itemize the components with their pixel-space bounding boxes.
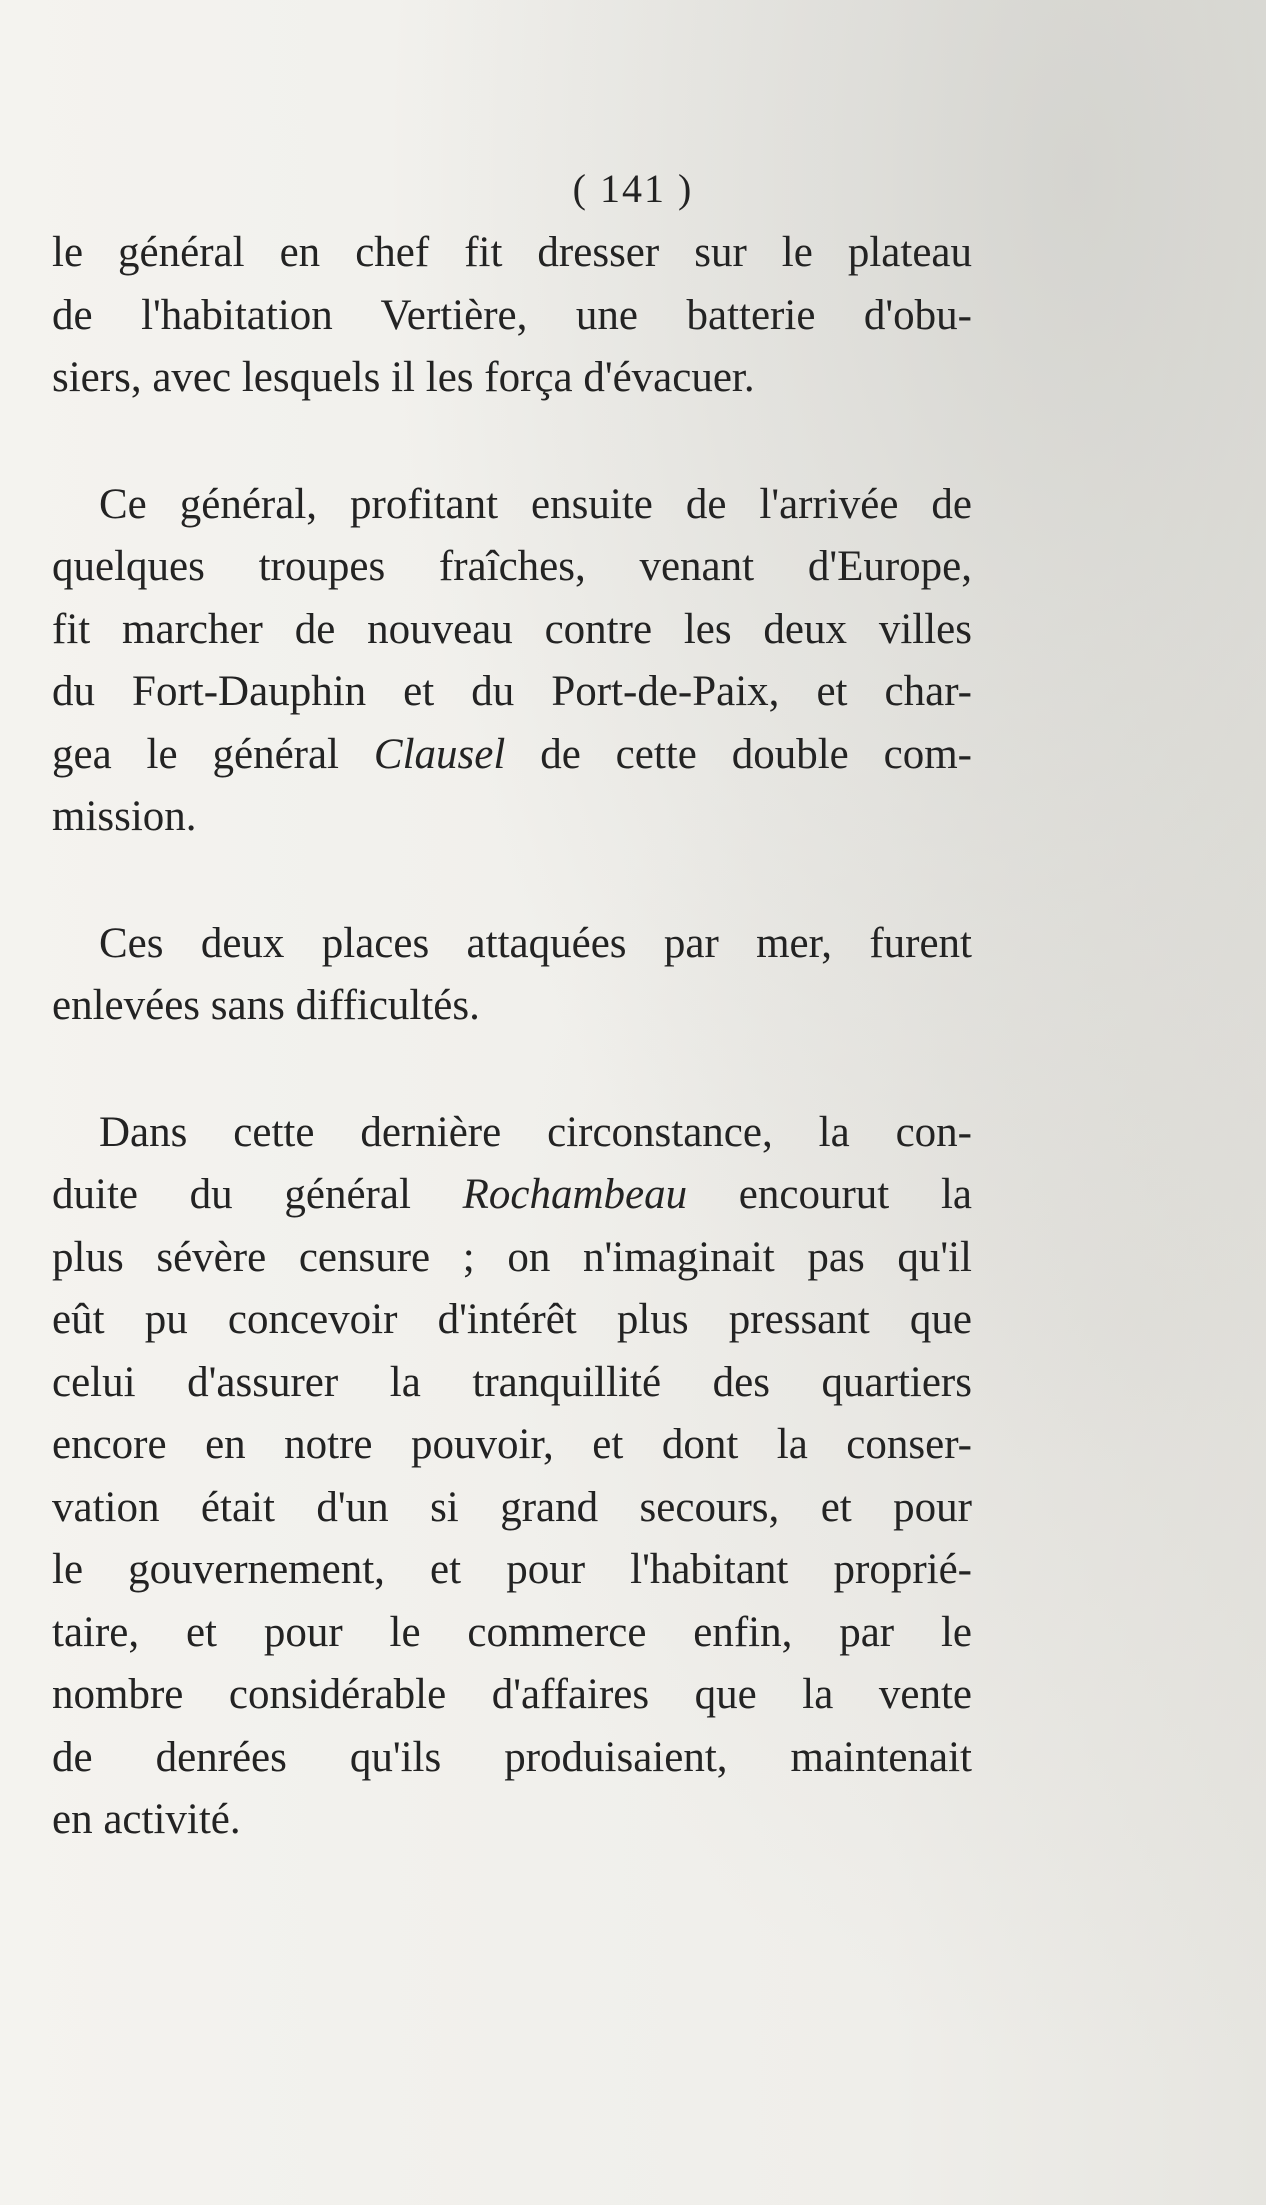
text-segment: encourut la (687, 1171, 972, 1218)
text-line: plus sévère censure ; on n'imaginait pas qu'il (52, 1233, 972, 1281)
text-line: du Fort-Dauphin et du Port-de-Paix, et char- (52, 668, 972, 715)
paragraph-3 (52, 913, 972, 1038)
text-line: vation était d'un si grand secours, et pour (52, 1483, 972, 1531)
italic-name-clausel: Clausel (373, 730, 506, 778)
text-line: de l'habitation Vertière, une batterie d'obu- (52, 291, 972, 339)
text-line: quelques troupes fraîches, venant d'Europe, (52, 543, 972, 590)
text-line: Ces deux places attaquées par mer, furent (99, 919, 972, 967)
text-line (52, 724, 972, 787)
text-segment: de cette double com- (505, 730, 972, 778)
italic-name-rochambeau: Rochambeau (462, 1171, 688, 1218)
text-line: fit marcher de nouveau contre les deux villes (52, 605, 972, 653)
text-segment: gea le général (52, 730, 374, 778)
text-line: celui d'assurer la tranquillité des quartiers (52, 1358, 972, 1406)
paragraph-1 (52, 222, 972, 410)
text-line: mission. (52, 793, 197, 840)
text-line: nombre considérable d'affaires que la vente (52, 1671, 972, 1718)
page-number: ( 141 ) (572, 166, 694, 211)
text-line: Dans cette dernière circonstance, la con- (99, 1108, 972, 1156)
text-line: le général en chef fit dresser sur le plateau (52, 229, 972, 276)
text-line: Ce général, profitant ensuite de l'arrivée de (99, 480, 972, 528)
text-line: le gouvernement, et pour l'habitant proprié- (52, 1546, 972, 1593)
text-line: siers, avec lesquels il les força d'évacuer. (52, 354, 755, 401)
text-line: enlevées sans difficultés. (52, 982, 480, 1029)
text-line: en activité. (52, 1796, 241, 1843)
text-line: encore en notre pouvoir, et dont la conser- (52, 1421, 972, 1468)
paragraph-2 (52, 474, 972, 849)
text-line: taire, et pour le commerce enfin, par le (52, 1608, 972, 1656)
text-line (52, 1164, 972, 1227)
text-segment: duite du général (52, 1171, 463, 1218)
body-text (52, 222, 972, 1852)
paragraph-4 (52, 1102, 972, 1852)
text-line: eût pu concevoir d'intérêt plus pressant que (52, 1296, 972, 1343)
text-line: de denrées qu'ils produisaient, maintenait (52, 1733, 972, 1781)
